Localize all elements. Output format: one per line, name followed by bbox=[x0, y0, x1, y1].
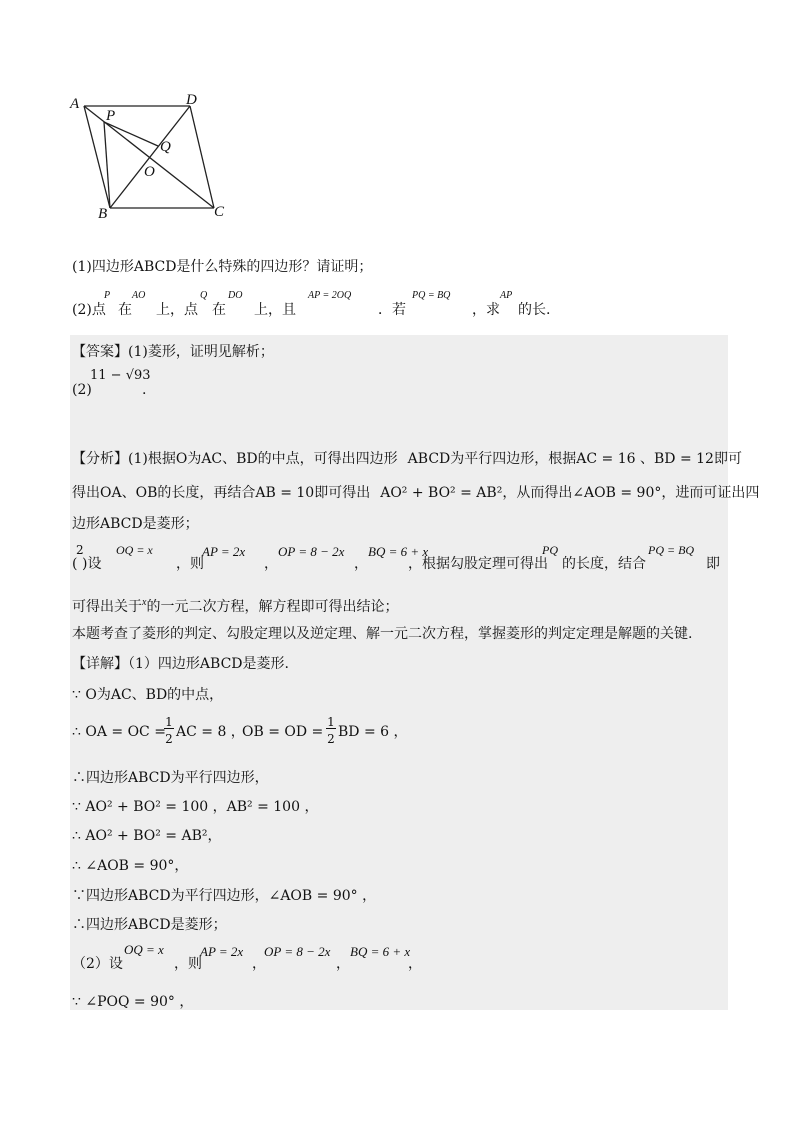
detail-line-8: ∵四边形ABCD为平行四边形，∠AOB = 90° ， bbox=[72, 888, 377, 904]
answer-2-suffix: . bbox=[142, 382, 147, 398]
diag-bd bbox=[110, 106, 190, 208]
label-c: C bbox=[214, 204, 225, 220]
analysis-line-4 bbox=[72, 540, 722, 574]
analysis-line-1 bbox=[72, 449, 742, 469]
analysis-4-ji: 即 bbox=[706, 556, 720, 572]
label-b: B bbox=[98, 206, 108, 222]
analysis-1b: O为AC、BD的中点，可得出四边形 bbox=[175, 451, 398, 467]
q2-text-1: (2)点 bbox=[72, 302, 106, 318]
q2-condition-1: AP = 2OQ bbox=[308, 290, 352, 301]
analysis-4-then: ，则 bbox=[176, 556, 204, 572]
detail-10-ap: AP = 2x bbox=[200, 944, 244, 959]
label-q: Q bbox=[160, 139, 171, 155]
analysis-4-open: ( bbox=[72, 556, 78, 572]
analysis-5b: 的一元二次方程，解方程即可得出结论； bbox=[146, 599, 399, 615]
detail-3-frac-d: 2 bbox=[165, 732, 173, 746]
detail-line-4: ∴四边形ABCD为平行四边形， bbox=[72, 770, 269, 786]
q2-text-4: 在 bbox=[212, 302, 226, 318]
analysis-5-x: x bbox=[142, 597, 147, 608]
analysis-4-set: )设 bbox=[82, 556, 102, 572]
detail-10-oq: OQ = x bbox=[124, 942, 164, 957]
analysis-4-comma-2: ， bbox=[354, 556, 368, 572]
detail-3d: BD = 6 ， bbox=[338, 724, 408, 740]
answer-2-expression: 11 − √93 bbox=[90, 368, 151, 383]
label-p: P bbox=[106, 108, 116, 124]
q2-condition-2: PQ = BQ bbox=[412, 290, 451, 301]
detail-line-10 bbox=[72, 940, 472, 974]
analysis-4-bq: BQ = 6 + x bbox=[368, 544, 429, 559]
analysis-4-pq: PQ bbox=[542, 543, 558, 557]
q2-text-5: 上，且 bbox=[254, 302, 296, 318]
analysis-2b: AO² + BO² = AB²，从而得出∠AOB = 90°，进而可证出四 bbox=[380, 485, 760, 501]
analysis-4-num: 2 bbox=[76, 543, 84, 557]
q2-text-7: ，求 bbox=[472, 302, 500, 318]
analysis-4-pq-bq: PQ = BQ bbox=[648, 543, 695, 557]
detail-10-bq: BQ = 6 + x bbox=[350, 944, 411, 959]
q2-text-3: 上，点 bbox=[156, 302, 198, 318]
q2-point-p: P bbox=[104, 290, 111, 301]
detail-3-frac-n: 1 bbox=[165, 715, 173, 729]
question-1: (1)四边形ABCD是什么特殊的四边形？请证明； bbox=[72, 259, 373, 275]
detail-line-7: ∴ ∠AOB = 90°， bbox=[72, 858, 189, 874]
answer-2-prefix: (2) bbox=[72, 382, 92, 398]
detail-3-frac2-d: 2 bbox=[327, 732, 335, 746]
q2-text-2: 在 bbox=[118, 302, 132, 318]
detail-10-then: ，则 bbox=[174, 956, 202, 972]
detail-10-comma-1: ， bbox=[252, 956, 266, 972]
analysis-1d: AC = 16 、BD = 12即可 bbox=[576, 451, 742, 467]
q2-text-6: ．若 bbox=[378, 302, 406, 318]
detail-line-11: ∵ ∠POQ = 90° ， bbox=[72, 994, 194, 1010]
rhombus-figure bbox=[66, 92, 246, 227]
analysis-line-2 bbox=[72, 483, 759, 503]
diag-ac bbox=[84, 106, 214, 208]
analysis-4-text: ，根据勾股定理可得出 bbox=[408, 556, 548, 572]
label-a: A bbox=[70, 96, 80, 112]
label-o: O bbox=[144, 164, 155, 180]
label-d: D bbox=[186, 92, 197, 108]
q2-point-q: Q bbox=[200, 290, 208, 301]
analysis-4-ap: AP = 2x bbox=[202, 544, 246, 559]
detail-line-9: ∴四边形ABCD是菱形； bbox=[72, 917, 227, 933]
detail-line-1: 【详解】（1）四边形ABCD是菱形. bbox=[72, 656, 289, 672]
analysis-line-5 bbox=[72, 597, 398, 619]
detail-3a: ∴ OA = OC = bbox=[72, 724, 166, 740]
analysis-4-op: OP = 8 − 2x bbox=[278, 544, 345, 559]
detail-10-op: OP = 8 − 2x bbox=[264, 944, 331, 959]
analysis-4-combine: 的长度，结合 bbox=[562, 556, 646, 572]
detail-line-6: ∴ AO² + BO² = AB²， bbox=[72, 828, 222, 844]
q2-text-8: 的长. bbox=[518, 302, 551, 318]
analysis-line-6: 本题考查了菱形的判定、勾股定理以及逆定理、解一元二次方程，掌握菱形的判定定理是解题的关键. bbox=[72, 626, 693, 642]
detail-10-comma-2: ， bbox=[336, 956, 350, 972]
detail-line-2: ∵ O为AC、BD的中点， bbox=[72, 687, 224, 703]
detail-3b: AC = 8 ， bbox=[176, 724, 245, 740]
analysis-2a: 得出OA、OB的长度，再结合AB = 10即可得出 bbox=[72, 485, 371, 501]
detail-10-comma-3: ， bbox=[408, 956, 422, 972]
detail-line-5: ∵ AO² + BO² = 100 ，AB² = 100 ， bbox=[72, 799, 319, 815]
answer-line-1: 【答案】(1)菱形，证明见解析； bbox=[72, 344, 274, 360]
analysis-line-3: 边形ABCD是菱形； bbox=[72, 516, 199, 532]
q2-seg-ap: AP bbox=[500, 290, 513, 301]
q2-seg-do: DO bbox=[228, 290, 243, 301]
detail-3-frac2-n: 1 bbox=[327, 715, 335, 729]
detail-10a: （2）设 bbox=[72, 956, 123, 972]
q2-seg-ao: AO bbox=[132, 290, 146, 301]
detail-3c: OB = OD = bbox=[242, 724, 324, 740]
analysis-4-oq: OQ = x bbox=[116, 543, 153, 557]
analysis-1c: ABCD为平行四边形，根据 bbox=[407, 451, 577, 467]
analysis-5a: 可得出关于 bbox=[72, 599, 142, 615]
analysis-4-comma-1: ， bbox=[264, 556, 278, 572]
analysis-1a: 【分析】(1)根据 bbox=[72, 451, 176, 467]
